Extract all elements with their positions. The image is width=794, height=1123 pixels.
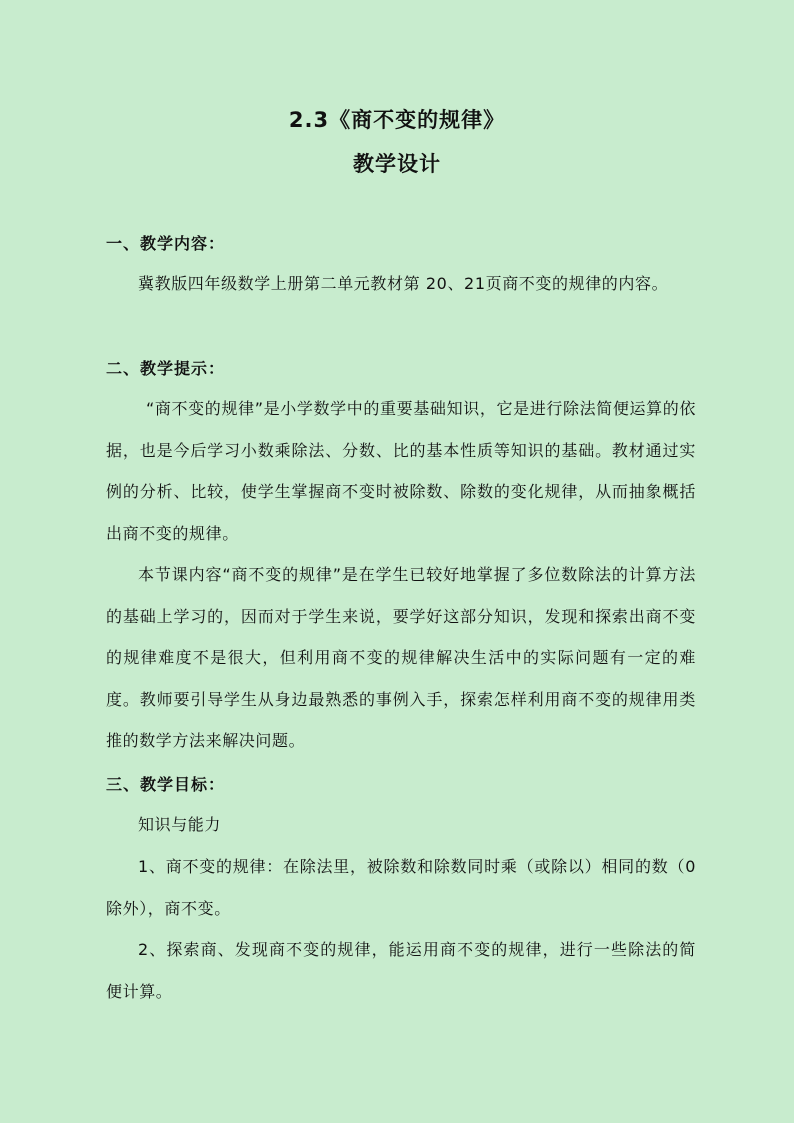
goal-item-2: 2、探索商、发现商不变的规律，能运用商不变的规律，进行一些除法的简便计算。 [106,940,696,1001]
document-title: 2.3《商不变的规律》 [288,108,506,132]
document-subtitle: 教学设计 [353,152,441,176]
paragraph-content: 冀教版四年级数学上册第二单元教材第 20、21页商不变的规律的内容。 [138,274,669,293]
paragraph-hints-1: “商不变的规律”是小学数学中的重要基础知识，它是进行除法简便运算的依据，也是今后学习小数乘除法、分数、比的基本性质等知识的基础。教材通过实例的分析、比较，使学生掌握商不变时被除数、除数的变化规律，从而抽象概括出商不变的规律。 [106,399,696,543]
section-heading-hints: 二、教学提示： [106,359,226,378]
paragraph-hints-2: 本节课内容“商不变的规律”是在学生已较好地掌握了多位数除法的计算方法的基础上学习的，因而对于学生来说，要学好这部分知识，发现和探索出商不变的规律难度不是很大，但利用商不变的规律解决生活中的实际问题有一定的难度。教师要引导学生从身边最熟悉的事例入手，探索怎样利用商不变的规律用类推的数学方法来解决问题。 [106,565,696,750]
section-heading-content: 一、教学内容： [106,234,226,253]
goal-item-1: 1、商不变的规律：在除法里，被除数和除数同时乘（或除以）相同的数（0除外），商不变。 [106,857,696,918]
section-heading-goals: 三、教学目标： [106,775,226,794]
goals-subheading: 知识与能力 [138,815,222,834]
